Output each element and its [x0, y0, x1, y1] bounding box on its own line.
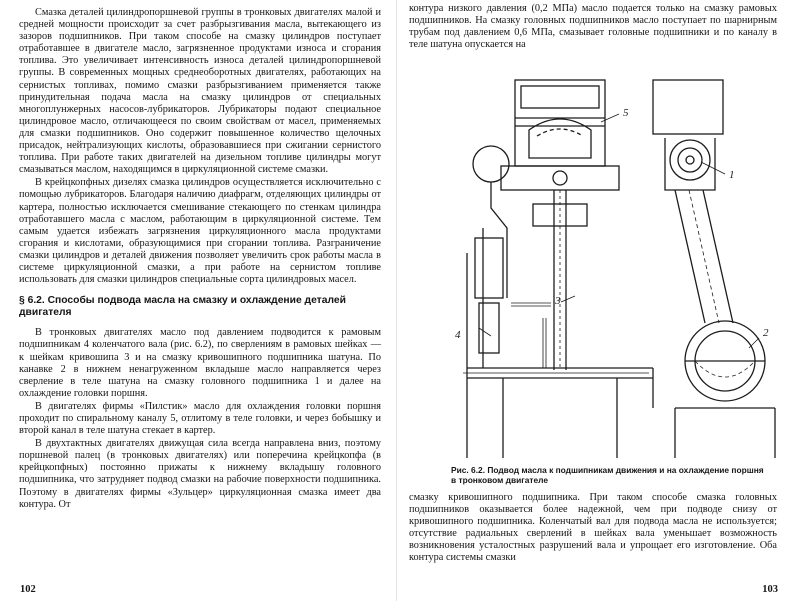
right-bottom-text — [409, 492, 777, 565]
body-paragraph: смазку кривошипного подшипника. При таком способе смазка головных подшипников оказывается более надежной, чем при подводе снизу от кривошипного подшипника. Коленчатый вал для подвода масла не используется; отсутствие радиальных сверлений в шейках вала уменьшает возможность возникновения усталостных разрушений вала и упрощает его изготовление. Оба контура системы смазки — [409, 492, 777, 564]
left-text-column — [19, 7, 381, 512]
right-page — [397, 0, 794, 601]
body-paragraph: контура низкого давления (0,2 МПа) масло подается только на смазку рамовых подшипников. На смазку головных подшипников масло поступает по шарнирным трубам под давлением 0,6 МПа, смазывает головные подшипники и по каналу в теле шатуна опускается на — [409, 3, 777, 51]
label-5: 5 — [623, 107, 629, 119]
body-paragraph: В крейцкопфных дизелях смазка цилиндров осуществляется исключительно с помощью лубрикаторов. Благодаря наличию диафрагм, отделяющих цилиндры от картера, полностью исключается смешивание стекающего по стенкам цилиндра отработавшего масла с маслом, работающим в циркуляционной системе. Тем самым удается избежать загрязнения циркуляционного масла продуктами сгорания и кислотами, образующимися при сгорании топлива. Разграничение смазки цилиндров и деталей движения позволяет увеличить срок работы масла в системе циркуляционной смазки, а при работе на сернистом топливе использовать для смазки цилиндров специальные сорта цилиндровых масел. — [19, 177, 381, 286]
body-paragraph: В тронковых двигателях масло под давлением подводится к рамовым подшипникам 4 коленчатого вала (рис. 6.2), по сверлениям в рамовых шейках — к шейкам кривошипа 3 и на смазку кривошипного подшипника шатуна. По канавке 2 в нижнем ненагруженном вкладыше масло направляется через сверление в теле шатуна на смазку головного подшипника 1 и далее на охлаждение головки поршня. — [19, 327, 381, 399]
piston-assembly-drawing — [463, 80, 653, 458]
connecting-rod-drawing — [653, 80, 775, 458]
body-paragraph: Смазка деталей цилиндропоршневой группы в тронковых двигателях малой и средней мощности происходит за счет разбрызгивания масла, вытекающего из зазоров подшипников. При таком способе на смазку цилиндров поступает отработавшее в двигателе масло, загрязненное продуктами износа и сгорания топлива. Это увеличивает интенсивность износа деталей цилиндропоршневой группы. В современных мощных среднеоборотных двигателях, работающих на сернистых топливах, помимо смазки разбрызгиванием применяется также принудительная подача масла на смазку цилиндров от специальных многоплунжерных насосов-лубрикаторов. Лубрикаторы подают специальное цилиндровое масло, отличающееся по своим свойствам от масел, применяемых для смазки подшипников. Оно содержит повышенное количество щелочных присадок, нейтрализующих кислоты, образовавшиеся при сжигании сернистого топлива. При работе таких двигателей на дизельном топливе цилиндры могут смазываться маслом, находящимся в циркуляционной системе смазки. — [19, 7, 381, 176]
figure-caption: Рис. 6.2. Подвод масла к подшипникам движения и на охлаждение поршня в тронковом двигателе — [451, 465, 764, 486]
label-1: 1 — [729, 169, 735, 181]
label-3: 3 — [555, 295, 561, 307]
page-number: 102 — [20, 584, 36, 595]
section-heading: § 6.2. Способы подвода масла на смазку и охлаждение деталей двигателя — [19, 295, 346, 319]
body-paragraph: В двигателях фирмы «Пилстик» масло для охлаждения головки поршня проходит по спиральному каналу 5, отлитому в теле головки, и через бобышку и второй канал в теле шатуна стекает в картер. — [19, 400, 381, 437]
oil-supply-diagram — [453, 78, 777, 460]
body-paragraph: В двухтактных двигателях движущая сила всегда направлена вниз, поэтому поршневой палец (в тронковых двигателях) или поперечина крейцкопфа (в крейцкопфных) постоянно прижаты к нижнему вкладышу головного подшипника, что затрудняет подвод смазки на рабочие поверхности подшипника. Поэтому в двигателях фирмы «Зульцер» циркуляционная смазка имеет два контура. От — [19, 438, 381, 510]
label-4: 4 — [455, 329, 461, 341]
page-number: 103 — [762, 584, 778, 595]
label-2: 2 — [763, 327, 769, 339]
right-top-text — [409, 3, 777, 51]
